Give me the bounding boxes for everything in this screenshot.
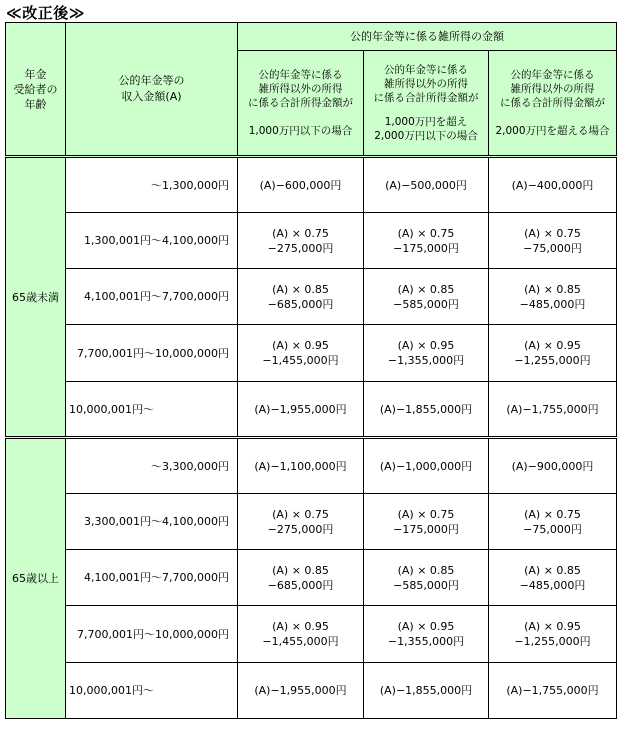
income-amount-cell-2 xyxy=(364,606,489,663)
amount-line: (A)−1,755,000円 xyxy=(506,684,599,697)
amount-line: −585,000円 xyxy=(393,297,459,311)
amount-line: (A)−1,000,000円 xyxy=(379,459,473,473)
income-amount-cell-3 xyxy=(489,663,617,719)
amount-line: (A) × 0.75 xyxy=(397,226,455,240)
income-amount-cell-1 xyxy=(238,157,364,213)
amount-line: (A)−1,855,000円 xyxy=(379,684,473,697)
amount-line: (A)−600,000円 xyxy=(259,178,342,192)
income-amount-cell-2 xyxy=(364,438,489,494)
amount-line: −175,000円 xyxy=(393,522,459,536)
amount-line: −1,255,000円 xyxy=(514,635,591,648)
age-group-label: 65歳未満 xyxy=(6,157,66,438)
amount-line: (A) × 0.85 xyxy=(524,282,581,296)
income-amount-cell-1 xyxy=(238,382,364,438)
amount-line: (A)−1,855,000円 xyxy=(379,402,473,416)
income-amount-cell-3 xyxy=(489,325,617,382)
header-age: 年金 受給者の 年齢 xyxy=(6,23,66,157)
amount-line: −485,000円 xyxy=(519,297,586,311)
amount-line: −275,000円 xyxy=(267,241,334,255)
amount-line: −1,355,000円 xyxy=(387,635,465,648)
table-row xyxy=(6,157,617,213)
income-amount-cell-1 xyxy=(238,606,364,663)
table-row xyxy=(6,606,617,663)
amount-line: −685,000円 xyxy=(267,578,334,592)
amount-line: (A) × 0.75 xyxy=(524,226,581,240)
amount-line: (A) × 0.85 xyxy=(272,282,329,296)
amount-line: (A)−900,000円 xyxy=(511,459,594,473)
header-group: 公的年金等に係る雑所得の金額 xyxy=(238,23,617,51)
income-amount-cell-3 xyxy=(489,213,617,269)
income-amount-cell-1 xyxy=(238,663,364,719)
income-amount-cell-1 xyxy=(238,269,364,325)
income-range-cell: ～3,300,000円 xyxy=(66,438,238,494)
income-amount-cell-3 xyxy=(489,157,617,213)
income-amount-cell-1 xyxy=(238,213,364,269)
income-range-cell: 3,300,001円～4,100,000円 xyxy=(66,494,238,550)
income-range-cell: 4,100,001円～7,700,000円 xyxy=(66,550,238,606)
table-row xyxy=(6,663,617,719)
income-amount-cell-3 xyxy=(489,438,617,494)
amount-line: (A) × 0.95 xyxy=(524,339,581,352)
amount-line: (A) × 0.75 xyxy=(272,507,329,521)
amount-line: −1,455,000円 xyxy=(262,354,339,367)
table-row xyxy=(6,325,617,382)
income-amount-cell-3 xyxy=(489,494,617,550)
income-amount-cell-2 xyxy=(364,382,489,438)
table-row xyxy=(6,550,617,606)
income-range-cell: 4,100,001円～7,700,000円 xyxy=(66,269,238,325)
income-amount-cell-1 xyxy=(238,550,364,606)
amount-line: (A) × 0.75 xyxy=(397,507,455,521)
income-range-cell: ～1,300,000円 xyxy=(66,157,238,213)
income-amount-cell-1 xyxy=(238,494,364,550)
amount-line: −685,000円 xyxy=(267,297,334,311)
income-amount-cell-3 xyxy=(489,382,617,438)
amount-line: (A) × 0.95 xyxy=(524,620,581,633)
amount-line: (A) × 0.75 xyxy=(524,507,581,521)
header-sub-3: 公的年金等に係る 雑所得以外の所得 に係る合計所得金額が 2,000万円を超える場合 xyxy=(489,51,617,157)
income-range-cell: 10,000,001円～ xyxy=(66,663,238,719)
header-income: 公的年金等の 収入金額(A) xyxy=(66,23,238,157)
amount-line: (A) × 0.95 xyxy=(272,620,329,633)
income-range-cell: 7,700,001円～10,000,000円 xyxy=(66,325,238,382)
amount-line: −175,000円 xyxy=(393,241,459,255)
income-amount-cell-2 xyxy=(364,494,489,550)
amount-line: (A)−1,100,000円 xyxy=(254,459,347,473)
amount-line: (A) × 0.95 xyxy=(397,620,455,633)
amount-line: (A)−400,000円 xyxy=(511,178,594,192)
income-range-cell: 7,700,001円～10,000,000円 xyxy=(66,606,238,663)
amount-line: −585,000円 xyxy=(393,578,459,592)
amount-line: (A) × 0.95 xyxy=(272,339,329,352)
amount-line: −1,455,000円 xyxy=(262,635,339,648)
income-amount-cell-3 xyxy=(489,269,617,325)
income-amount-cell-1 xyxy=(238,438,364,494)
pension-income-table xyxy=(5,22,617,719)
income-amount-cell-2 xyxy=(364,213,489,269)
header-sub-1: 公的年金等に係る 雑所得以外の所得 に係る合計所得金額が 1,000万円以下の場合 xyxy=(238,51,364,157)
amount-line: −1,355,000円 xyxy=(387,354,465,367)
amount-line: (A) × 0.75 xyxy=(272,226,329,240)
amount-line: −1,255,000円 xyxy=(514,354,591,367)
table-row xyxy=(6,213,617,269)
income-amount-cell-1 xyxy=(238,325,364,382)
amount-line: (A)−1,755,000円 xyxy=(506,402,599,416)
income-amount-cell-2 xyxy=(364,269,489,325)
page-title: ≪改正後≫ xyxy=(6,4,85,22)
amount-line: (A) × 0.85 xyxy=(524,563,581,577)
amount-line: (A) × 0.85 xyxy=(397,282,455,296)
income-range-cell: 10,000,001円～ xyxy=(66,382,238,438)
amount-line: −75,000円 xyxy=(523,241,582,255)
amount-line: (A) × 0.95 xyxy=(397,339,455,352)
amount-line: −275,000円 xyxy=(267,522,334,536)
amount-line: (A)−1,955,000円 xyxy=(254,402,347,416)
income-amount-cell-2 xyxy=(364,550,489,606)
amount-line: (A)−500,000円 xyxy=(385,178,467,192)
amount-line: (A) × 0.85 xyxy=(272,563,329,577)
amount-line: (A)−1,955,000円 xyxy=(254,684,347,697)
table-row xyxy=(6,382,617,438)
age-group-label: 65歳以上 xyxy=(6,438,66,719)
income-amount-cell-3 xyxy=(489,550,617,606)
amount-line: (A) × 0.85 xyxy=(397,563,455,577)
income-amount-cell-2 xyxy=(364,663,489,719)
amount-line: −75,000円 xyxy=(523,522,582,536)
income-range-cell: 1,300,001円～4,100,000円 xyxy=(66,213,238,269)
income-amount-cell-2 xyxy=(364,157,489,213)
table-row xyxy=(6,438,617,494)
amount-line: −485,000円 xyxy=(519,578,586,592)
header-sub-2: 公的年金等に係る 雑所得以外の所得 に係る合計所得金額が 1,000万円を超え 2,000万円以下の場合 xyxy=(364,51,489,157)
table-row xyxy=(6,494,617,550)
income-amount-cell-2 xyxy=(364,325,489,382)
table-row xyxy=(6,269,617,325)
income-amount-cell-3 xyxy=(489,606,617,663)
